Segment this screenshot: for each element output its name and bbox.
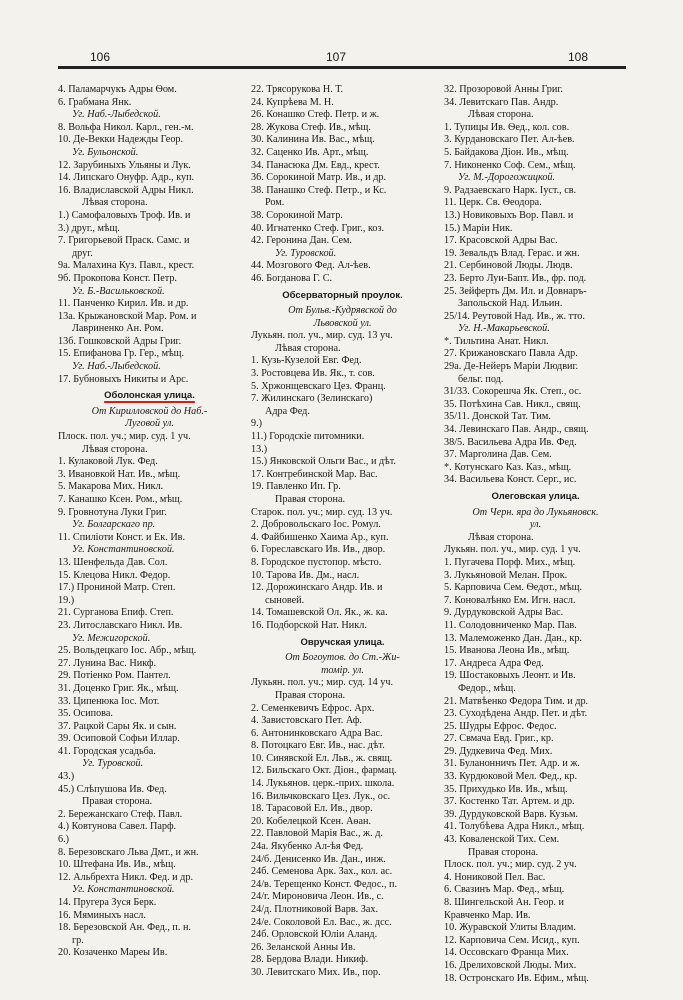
directory-entry: 23. Берто Луи-Бапт. Ив., фр. под. — [444, 272, 587, 284]
directory-entry: 3. Курдановскаго Пет. Ал-ѣев. — [444, 134, 575, 146]
directory-entry: 3. Лукьяновой Мелан. Прок. — [444, 569, 568, 581]
directory-entry: 8. Шингельской Ан. Геор. и — [444, 897, 564, 908]
column-right — [444, 84, 627, 985]
directory-entry: 16. Владиславской Адры Никл. — [58, 184, 194, 196]
directory-entry: 10. Журавской Улиты Владим. — [444, 922, 576, 934]
directory-entry: 4.) Ковтунова Савел. Парф. — [58, 821, 177, 833]
directory-entry: 6.) — [58, 834, 70, 846]
directory-entry: 24. Купрѣева М. Н. — [251, 96, 334, 108]
directory-entry: 29а. Де-Нейеръ Маріи Людвиг. — [444, 361, 579, 373]
directory-entry: 24/в. Терещенко Конст. Федос., п. — [251, 878, 398, 890]
directory-entry: Уг. Наб.-Лыбедской. — [72, 109, 161, 121]
directory-entry: томір. ул. — [321, 664, 364, 676]
directory-entry: 1. Тупицы Ив. Ѳед., кол. сов. — [444, 121, 570, 133]
directory-entry: 9.) — [251, 418, 263, 430]
directory-entry: От Черн. яра до Лукьяновск. — [472, 506, 599, 518]
directory-entry: 14. Оссовскаго Франца Мих. — [444, 947, 569, 959]
directory-entry: 9а. Малахина Куз. Павл., крест. — [58, 260, 195, 272]
directory-entry: 20. Кобелецкой Ксен. Аѳан. — [251, 815, 372, 827]
directory-entry: 5. Байдакова Діон. Ив., мѣщ. — [444, 146, 569, 158]
street-heading: Оболонская улица. — [104, 390, 195, 402]
directory-entry: Львовской ул. — [313, 317, 372, 329]
directory-entry: 11. Спиліоти Конст. и Ек. Ив. — [58, 531, 186, 543]
directory-entry: 29. Дудкевича Фед. Мих. — [444, 745, 553, 757]
directory-entry: 27. Крижановскаго Павла Адр. — [444, 348, 578, 360]
directory-entry: 1.) Самофаловыхъ Троф. Ив. и — [58, 209, 191, 221]
directory-entry: 17. Контребинской Мар. Вас. — [251, 468, 378, 480]
directory-entry: Луговой ул. — [125, 418, 174, 430]
directory-entry: 38/5. Васильева Адра Ив. Фед. — [444, 436, 577, 448]
directory-entry: 9. Радзаевскаго Нарк. Іуст., св. — [444, 184, 577, 196]
directory-entry: 25. Зейферть Дм. Ил. и Довнаръ- — [444, 285, 587, 297]
directory-entry: Правая сторона. — [468, 846, 539, 858]
directory-entry: 38. Сорокиной Матр. — [251, 209, 343, 221]
directory-entry: 6. Грабмана Янк. — [58, 96, 132, 108]
directory-entry: 41. Толубѣева Адра Никл., мѣщ. — [444, 821, 585, 833]
directory-entry: 31/33. Сокорешча Як. Степ., ос. — [444, 386, 582, 398]
directory-entry: 16. Дрелиховской Люды. Мих. — [444, 959, 577, 971]
directory-entry: Лавриненко Ан. Ром. — [72, 323, 164, 335]
directory-entry: 8. Березовскаго Льва Дмт., и жн. — [58, 846, 199, 858]
directory-entry: *. Котунскаго Каз. Каз., мѣщ. — [444, 461, 572, 473]
directory-entry: Лѣвая сторона. — [275, 342, 341, 354]
directory-entry: 4. Паламарчукъ Адры Ѳом. — [58, 84, 177, 95]
directory-entry: 24б. Орловской Юліи Аланд. — [251, 929, 378, 941]
directory-entry: 37. Костенко Тат. Артем. и др. — [444, 796, 575, 808]
directory-entry: 18. Остронскаго Ив. Ефим., мѣщ. — [444, 972, 589, 984]
directory-entry: 11. Церк. Св. Ѳеодора. — [444, 197, 542, 209]
directory-entry: 7. Никоненко Соф. Сем., мѣщ. — [444, 159, 576, 171]
directory-entry: 30. Левитскаго Мих. Ив., пор. — [251, 966, 381, 978]
directory-entry: От Бульв.-Кудрявской до — [288, 305, 397, 317]
directory-entry: 3. Ивановкой Нат. Ив., мѣщ. — [58, 468, 181, 480]
directory-entry: 27. Свмача Евд. Григ., кр. — [444, 733, 554, 745]
directory-entry: Адра Фед. — [265, 405, 310, 417]
directory-entry: 30. Калинина Ив. Вас., мѣщ. — [251, 134, 375, 146]
column-left — [58, 84, 241, 960]
directory-entry: Плоск. пол. уч.; мир. суд. 2 уч. — [444, 859, 577, 871]
directory-entry: 35. Осипова. — [58, 708, 113, 720]
directory-entry: Лѣвая сторона. — [468, 109, 534, 121]
directory-entry: 33. Ципенюка Іос. Мот. — [58, 695, 160, 707]
directory-entry: 46. Богданова Г. С. — [251, 272, 333, 284]
directory-entry: 11. Солодовниченко Мар. Пав. — [444, 619, 577, 631]
directory-entry: 34. Левинскаго Пав. Андр., свящ. — [444, 424, 589, 436]
directory-entry: Уг. Межигорской. — [72, 632, 151, 644]
directory-entry: 28. Бердова Влади. Никиф. — [251, 954, 369, 966]
directory-entry: 7. Григорьевой Праск. Самс. и — [58, 235, 190, 247]
directory-entry: 12. Альбрехта Никл. Фед. и др. — [58, 871, 193, 883]
street-heading: Обсерваторный проулок. — [282, 289, 403, 301]
directory-entry: Уг. Константиновской. — [72, 544, 175, 556]
directory-entry: 6. Гореславскаго Ив. Ив., двор. — [251, 544, 386, 556]
page-number-right: 108 — [568, 50, 589, 64]
directory-entry: Уг. Б.-Васильковской. — [72, 285, 165, 297]
directory-entry: Уг. М.-Дорогожицкой. — [458, 172, 556, 184]
directory-entry: 45.) Слѣпушова Ив. Фед. — [58, 783, 167, 795]
directory-entry: Лукьян. пол. уч.; мир. суд. 14 уч. — [251, 677, 394, 689]
directory-entry: Уг. Наб.-Лыбедской. — [72, 361, 161, 373]
directory-entry: 7. Жилинскаго (Зелинскаго) — [251, 393, 373, 405]
directory-entry: 24/б. Денисенко Ив. Дан., инж. — [251, 853, 386, 865]
directory-entry: 6. Свазинъ Мар. Фед., мѣщ. — [444, 884, 565, 896]
directory-entry: 1. Пугачева Порф. Мих., мѣщ. — [444, 556, 576, 568]
directory-entry: 13.) — [251, 443, 268, 455]
directory-entry: 20. Козаченко Мареы Ив. — [58, 947, 168, 959]
directory-entry: 36. Сорокиной Матр. Ив., и др. — [251, 172, 387, 184]
directory-entry: 13.) Новиковыхъ Вор. Павл. и — [444, 209, 574, 221]
directory-entry: Лѣвая сторона. — [468, 531, 534, 543]
directory-entry: 17.) Прониной Матр. Степ. — [58, 582, 176, 594]
directory-entry: 2. Бережанскаго Стеф. Павл. — [58, 808, 183, 820]
directory-entry: 32. Прозоровой Анны Григ. — [444, 84, 563, 95]
directory-entry: Лукьян. пол. уч., мир. суд. 1 уч. — [444, 544, 581, 556]
directory-entry: Уг. Болгарскаго пр. — [72, 519, 156, 531]
directory-entry: 11.) Городскіе питомники. — [251, 431, 365, 443]
directory-entry: Запольской Над. Ильин. — [458, 298, 563, 310]
directory-entry: 26. Зеланской Анны Ив. — [251, 941, 356, 953]
directory-entry: 13. Шенфельда Дав. Сол. — [58, 556, 168, 568]
directory-entry: 15. Иванова Леона Ив., мѣщ. — [444, 645, 570, 657]
directory-entry: 17. Красовской Адры Вас. — [444, 235, 558, 247]
header-rule — [58, 66, 626, 69]
page-number-center: 107 — [326, 50, 347, 64]
directory-entry: 24/е. Соколовой Ел. Вас., ж. дсс. — [251, 916, 392, 928]
directory-entry: 16. Мяминыхъ насл. — [58, 909, 146, 921]
directory-entry: 2. Добровольскаго Іос. Ромул. — [251, 519, 381, 531]
directory-entry: 19. Павленко Ип. Гр. — [251, 481, 341, 493]
street-heading: Овручская улица. — [300, 636, 385, 648]
directory-entry: 44. Мозгового Фед. Ал-ѣев. — [251, 260, 371, 272]
column-middle — [251, 84, 434, 980]
directory-entry: 39. Осиповой Софьи Иллар. — [58, 733, 180, 745]
directory-entry: 8. Потоцкаго Евг. Ив., нас. дѣт. — [251, 740, 385, 752]
directory-entry: 27. Лунина Вас. Никф. — [58, 657, 157, 669]
directory-entry: 31. Доценко Григ. Як., мѣщ. — [58, 682, 179, 694]
directory-entry: Лукьян. пол. уч., мир. суд. 13 уч. — [251, 330, 393, 342]
directory-entry: 5. Карповича Сем. Ѳедот., мѣщ. — [444, 582, 583, 594]
directory-entry: От Богоутов. до Ст.-Жи- — [285, 652, 400, 664]
street-heading: Олеговская улица. — [491, 491, 580, 502]
directory-entry: 24/д. Плотниковой Варв. Зах. — [251, 904, 378, 915]
directory-entry: 15. Епифанова Гр. Гер., мѣщ. — [58, 348, 184, 360]
directory-entry: 24/г. Мироновича Леон. Ив., с. — [251, 891, 384, 903]
directory-entry: 25/14. Реутовой Над. Ив., ж. тто. — [444, 310, 585, 322]
directory-entry: 10. Де-Векки Надежды Геор. — [58, 134, 184, 146]
directory-entry: 23. Суходѣдена Андр. Пет. и дѣт. — [444, 708, 588, 720]
directory-entry: От Кирилловской до Наб.- — [91, 405, 208, 417]
directory-entry: 31. Буланонничъ Пет. Адр. и ж. — [444, 758, 580, 770]
directory-entry: *. Тильтина Анат. Никл. — [444, 335, 549, 347]
page-number-left: 106 — [90, 50, 111, 64]
directory-entry: 10. Синявской Ел. Льв., ж. свящ. — [251, 752, 393, 764]
directory-entry: 14. Пругера Зуся Берк. — [58, 897, 157, 908]
directory-entry: 13б. Гошковской Адры Григ. — [58, 335, 182, 347]
directory-entry: 10. Тарова Ив. Дм., насл. — [251, 569, 360, 581]
directory-entry: 18. Березовской Ан. Фед., п. н. — [58, 922, 191, 934]
directory-entry: Правая сторона. — [275, 689, 346, 701]
directory-entry: 1. Кулаковой Лук. Фед. — [58, 456, 158, 468]
directory-entry: 9. Дурдуковской Адры Вас. — [444, 607, 564, 619]
directory-entry: 40. Игнатенко Стеф. Григ., коз. — [251, 222, 385, 234]
directory-entry: 24б. Семенова Арк. Зах., кол. ас. — [251, 866, 393, 878]
directory-entry: 26. Конашко Стеф. Петр. и ж. — [251, 109, 380, 121]
directory-entry: 34. Панасюка Дм. Евд., крест. — [251, 159, 380, 171]
directory-entry: 4. Нониковой Пел. Вас. — [444, 871, 546, 883]
directory-entry: Лѣвая сторона. — [82, 443, 148, 455]
directory-entry: 12. Карповича Сем. Исид., куп. — [444, 934, 580, 946]
directory-entry: 34. Левитскаго Пав. Андр. — [444, 96, 559, 108]
directory-entry: 9б. Прокопова Конст. Петр. — [58, 272, 177, 284]
directory-entry: 11. Панченко Кирил. Ив. и др. — [58, 298, 189, 310]
directory-entry: сыновей. — [265, 594, 305, 606]
directory-entry: 6. Антонинковскаго Адра Вас. — [251, 727, 383, 739]
directory-entry: 16. Вильчковскаго Цез. Лук., ос. — [251, 790, 391, 802]
directory-entry: 10. Штефана Ив. Ив., мѣщ. — [58, 859, 176, 871]
directory-entry: 34. Васильева Конст. Серг., ис. — [444, 474, 577, 486]
directory-entry: 43. Коваленской Тих. Сем. — [444, 834, 560, 846]
directory-entry: 8. Вольфа Никол. Карл., ген.-м. — [58, 121, 194, 133]
directory-entry: 19. Шостаковыхъ Леонт. и Ив. — [444, 670, 576, 682]
directory-entry: Ром. — [265, 197, 285, 209]
directory-entry: 14. Липскаго Онуфр. Адр., куп. — [58, 172, 195, 184]
directory-entry: 37. Марголина Дав. Сем. — [444, 449, 552, 461]
directory-entry: бельг. под. — [458, 373, 504, 385]
directory-entry: Федор., мѣщ. — [458, 682, 516, 694]
directory-entry: 25. Вольдецкаго Іос. Абр., мѣщ. — [58, 645, 197, 657]
directory-entry: Уг. Туровской. — [275, 247, 337, 259]
directory-entry: Уг. Н.-Макарьевской. — [458, 323, 550, 335]
directory-entry: 15.) Янковской Ольги Вас., и дѣт. — [251, 456, 396, 468]
directory-entry: 17. Андреса Адра Фед. — [444, 657, 544, 669]
directory-entry: 35. Прихудько Ив. Ив., мѣщ. — [444, 783, 568, 795]
directory-entry: друг. — [72, 247, 93, 259]
directory-entry: 8. Городское пустопор. мѣсто. — [251, 556, 382, 568]
directory-entry: 39. Дурдуковской Варв. Кузьм. — [444, 808, 578, 820]
directory-entry: 35. Потѣхина Сав. Никл., свящ. — [444, 398, 581, 410]
directory-entry: Уг. Константиновской. — [72, 884, 175, 896]
directory-entry: 24а. Якубенко Ал-ѣя Фед. — [251, 841, 364, 853]
directory-entry: 4. Файбишенко Хаима Ар., куп. — [251, 531, 389, 543]
directory-entry: Правая сторона. — [275, 494, 346, 505]
directory-entry: 43.) — [58, 771, 75, 783]
directory-entry: 13а. Крыжановской Мар. Ром. и — [58, 310, 197, 322]
directory-entry: 12. Зарубиныхъ Ульяны и Лук. — [58, 159, 191, 171]
directory-entry: 4. Завистовскаго Пет. Аф. — [251, 715, 362, 727]
directory-entry: 21. Сурганова Епиф. Степ. — [58, 607, 174, 619]
directory-entry: Уг. Бульонской. — [72, 146, 139, 158]
directory-entry: Правая сторона. — [82, 796, 153, 808]
directory-entry: 5. Хржонщевскаго Цез. Франц. — [251, 380, 386, 392]
directory-entry: 41. Городская усадьба. — [58, 745, 156, 757]
directory-entry: 19.) — [58, 594, 75, 606]
directory-entry: 3. Ростовцева Ив. Як., т. сов. — [251, 368, 375, 380]
directory-entry: Старок. пол. уч.; мир. суд. 13 уч. — [251, 506, 393, 518]
directory-entry: 14. Томашевской Ол. Як., ж. ка. — [251, 607, 388, 619]
directory-entry: 22. Трясорукова Н. Т. — [251, 84, 344, 95]
directory-entry: 5. Макарова Мих. Никл. — [58, 481, 164, 493]
directory-entry: ул. — [529, 519, 542, 531]
directory-entry: 1. Кузь-Кузелой Евг. Фед. — [251, 355, 362, 367]
directory-entry: 7. Коновалѣнко Ем. Игн. насл. — [444, 594, 576, 606]
directory-entry: 21. Матвѣенко Федора Тим. и др. — [444, 695, 589, 707]
directory-entry: 25. Шудры Ефрос. Федос. — [444, 720, 557, 732]
directory-entry: 42. Геронина Дан. Сем. — [251, 235, 352, 247]
directory-entry: 32. Саценко Ив. Арт., мѣщ. — [251, 146, 369, 158]
directory-entry: Уг. Туровской. — [82, 758, 144, 770]
directory-entry: 9. Гровнотуна Луки Григ. — [58, 506, 167, 518]
directory-entry: 12. Бильскаго Окт. Діон., фармац. — [251, 765, 397, 777]
directory-entry: 3.) друг., мѣщ. — [58, 222, 120, 234]
directory-entry: Плоск. пол. уч.; мир. суд. 1 уч. — [58, 431, 191, 443]
directory-entry: Кравченко Мар. Ив. — [444, 909, 531, 921]
directory-entry: 37. Рацкой Сары Як. и сын. — [58, 720, 177, 732]
directory-entry: 2. Семенкевичъ Ефрос. Арх. — [251, 702, 375, 714]
directory-entry: 13. Малеможенко Дан. Дан., кр. — [444, 632, 582, 644]
directory-entry: гр. — [72, 934, 84, 946]
directory-entry: 29. Потіенко Ром. Пантел. — [58, 670, 171, 682]
directory-entry: 14. Лукьянов. церк.-прих. школа. — [251, 778, 395, 790]
directory-entry: 7. Канашко Ксен. Ром., мѣщ. — [58, 494, 183, 505]
directory-entry: 38. Панашко Стеф. Петр., и Кс. — [251, 184, 387, 196]
directory-entry: 23. Литославскаго Никл. Ив. — [58, 619, 183, 631]
directory-entry: 28. Жукова Стеф. Ив., мѣщ. — [251, 121, 371, 133]
directory-entry: 21. Сербиновой Люды. Людв. — [444, 260, 573, 272]
directory-entry: 19. Зевальдъ Влад. Герас. и жн. — [444, 247, 580, 259]
directory-entry: 12. Дорожинскаго Андр. Ив. и — [251, 582, 383, 594]
directory-entry: Лѣвая сторона. — [82, 197, 148, 209]
directory-entry: 35/11. Донской Тат. Тим. — [444, 411, 551, 423]
directory-entry: 18. Тарасовой Ел. Ив., двор. — [251, 803, 373, 815]
directory-entry: 22. Павловой Марія Вас., ж. д. — [251, 828, 383, 840]
directory-entry: 17. Бубновыхъ Никиты и Арс. — [58, 373, 189, 385]
directory-entry: 15.) Маріи Ник. — [444, 222, 513, 234]
directory-entry: 16. Подборской Нат. Никл. — [251, 619, 367, 631]
directory-entry: 33. Курдюковой Мел. Фед., кр. — [444, 771, 577, 783]
directory-entry: 15. Клецова Никл. Федор. — [58, 569, 171, 581]
